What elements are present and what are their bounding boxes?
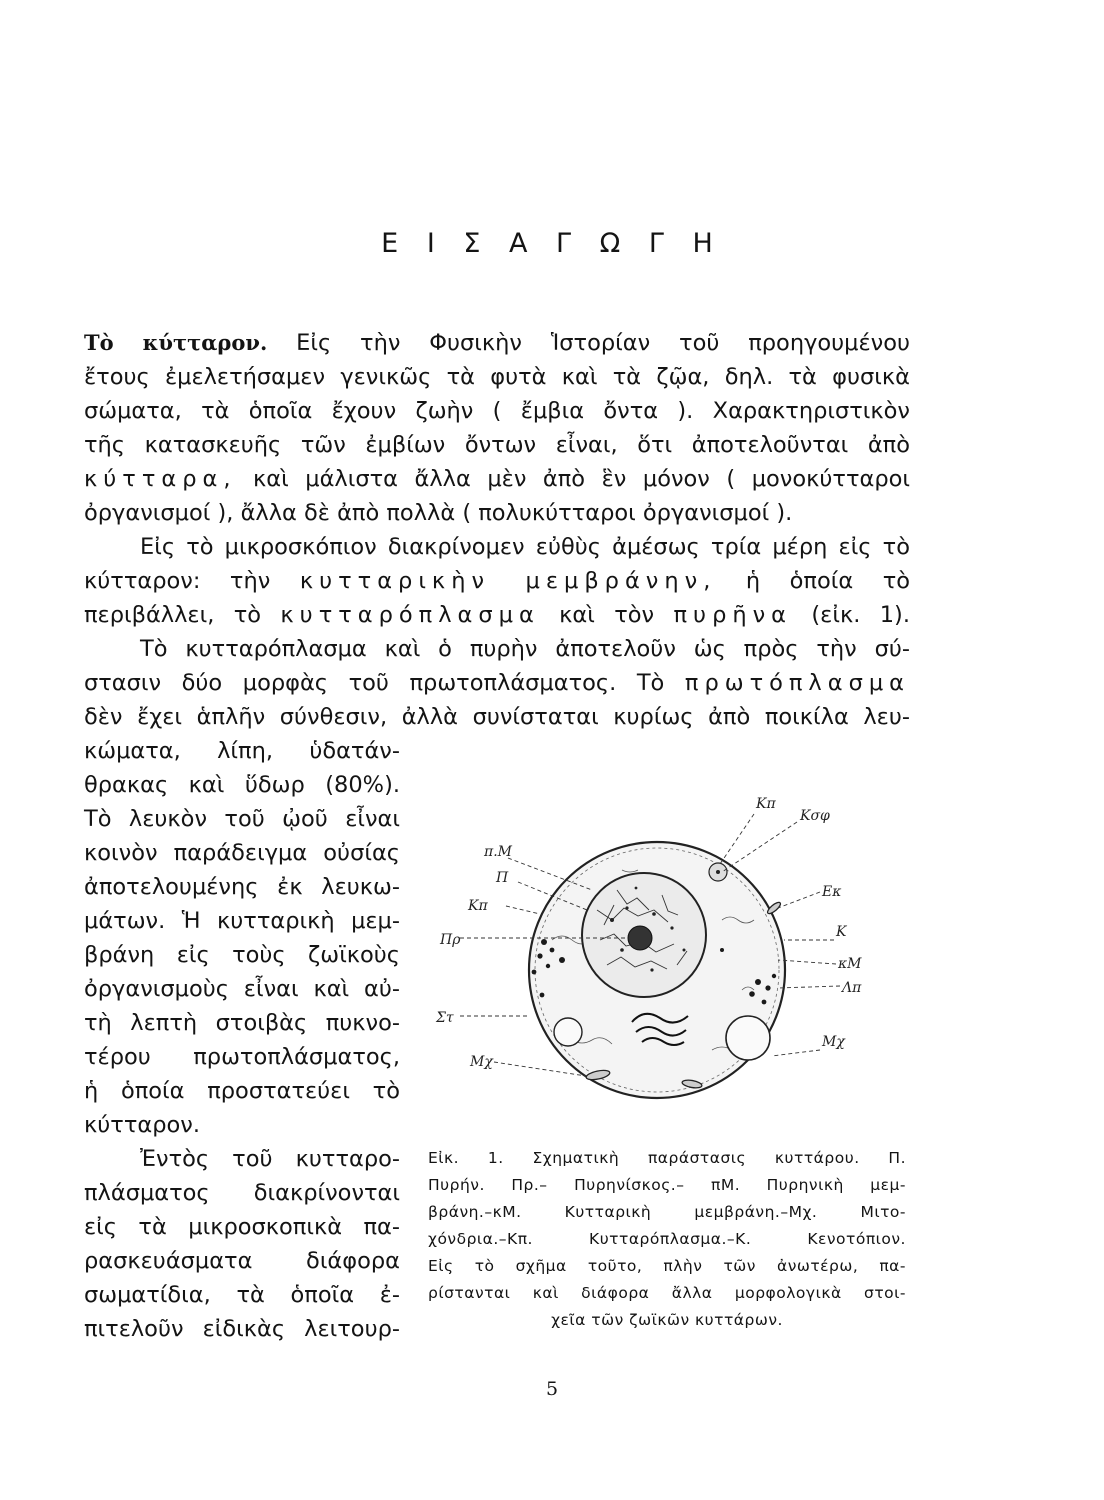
figure-caption-line: Εἰς τὸ σχῆμα τοῦτο, πλὴν τῶν ἀνωτέρω, πα-: [428, 1257, 906, 1275]
text-span: καὶ τὸν: [559, 602, 655, 628]
column-line: Ἐντὸς τοῦ κυτταρο-: [140, 1146, 400, 1172]
figure-caption-line: χεῖα τῶν ζωϊκῶν κυττάρων.: [551, 1311, 783, 1329]
spaced-term-cytoplasm: κυτταρόπλασμα: [280, 602, 540, 628]
figure-caption-line: ρίστανται καὶ διάφορα ἄλλα μορφολογικὰ στοι-: [428, 1284, 906, 1302]
text-span: (εἰκ. 1).: [811, 602, 910, 628]
text-line-5: [84, 464, 910, 494]
text-line-6: ὀργανισμοί ), ἄλλα δὲ ἀπὸ πολλὰ ( πολυκύτταροι ὀργανισμοί ).: [84, 500, 793, 526]
figure-caption-line: Πυρήν. Πρ.– Πυρηνίσκος.– πΜ. Πυρηνικὴ μεμ-: [428, 1176, 906, 1194]
spaced-term-protoplasm: πρωτόπλασμα: [684, 670, 910, 696]
text-line-2: ἔτους ἐμελετήσαμεν γενικῶς τὰ φυτὰ καὶ τὰ ζῷα, δηλ. τὰ φυσικὰ: [84, 364, 910, 390]
label-centrosphere: Κσφ: [800, 808, 830, 824]
column-line: ἀποτελουμένης ἐκ λευκω-: [84, 874, 400, 900]
column-line: βράνη εἰς τοὺς ζωϊκοὺς: [84, 942, 400, 968]
text-line-11: [84, 668, 910, 698]
column-line: θρακας καὶ ὕδωρ (80%).: [84, 772, 400, 798]
page-number: 5: [545, 1378, 559, 1400]
text-line-7: Εἰς τὸ μικροσκόπιον διακρίνομεν εὐθὺς ἀμέσως τρία μέρη εἰς τὸ: [140, 534, 910, 560]
section-lead: Τὸ κύτταρον.: [84, 330, 268, 355]
label-nucleus: Π: [496, 870, 509, 886]
figure-caption-line: χόνδρια.–Κπ. Κυτταρόπλασμα.–Κ. Κενοτόπιον.: [428, 1230, 906, 1248]
page-heading: Ε Ι Σ Α Γ Ω Γ Η: [381, 228, 723, 259]
label-mitochondria-left: Μχ: [470, 1054, 493, 1070]
column-line: κοινὸν παράδειγμα οὐσίας: [84, 840, 400, 866]
column-line: κύτταρον.: [84, 1112, 200, 1138]
label-cytoplasm: Κπ: [468, 898, 488, 914]
column-line: πλάσματος διακρίνονται: [84, 1180, 400, 1206]
spaced-term-nucleus: πυρῆνα: [673, 602, 793, 628]
text-span: περιβάλλει, τὸ: [84, 602, 262, 628]
spaced-term-cells: κύτταρα,: [84, 466, 237, 492]
figure-caption-line: βράνη.–κΜ. Κυτταρικὴ μεμβράνη.–Μχ. Μιτο-: [428, 1203, 906, 1221]
figure-caption-line: Εἰκ. 1. Σχηματικὴ παράστασις κυττάρου. Π.: [428, 1149, 906, 1167]
text-span: στασιν δύο μορφὰς τοῦ πρωτοπλάσματος. Τὸ: [84, 670, 665, 696]
cell-diagram-svg: [422, 790, 892, 1140]
text-line-12: δὲν ἔχει ἁπλῆν σύνθεσιν, ἀλλὰ συνίσταται κυρίως ἀπὸ ποικίλα λευ-: [84, 704, 910, 730]
label-lp: Λπ: [842, 980, 862, 996]
text-line-10: Τὸ κυτταρόπλασμα καὶ ὁ πυρὴν ἀποτελοῦν ὡς πρὸς τὴν σύ-: [140, 636, 910, 662]
column-line: εἰς τὰ μικροσκοπικὰ πα-: [84, 1214, 400, 1240]
text-line-9: [84, 600, 910, 630]
label-vacuole: Κ: [836, 924, 847, 940]
text-span: Εἰς τὴν Φυσικὴν Ἱστορίαν τοῦ προηγουμένου: [296, 330, 911, 356]
vacuole-small: [554, 1018, 582, 1046]
column-line: τέρου πρωτοπλάσματος,: [84, 1044, 400, 1070]
text-line-4: τῆς κατασκευῆς τῶν ἐμβίων ὄντων εἶναι, ὅτι ἀποτελοῦνται ἀπὸ: [84, 432, 910, 458]
text-span: καὶ μάλιστα ἄλλα μὲν ἀπὸ ἓν μόνον ( μονοκύτταροι: [253, 466, 910, 492]
label-st: Στ: [436, 1010, 454, 1026]
column-line: ρασκευάσματα διάφορα: [84, 1248, 400, 1274]
column-line: Τὸ λευκὸν τοῦ ᾠοῦ εἶναι: [84, 806, 400, 832]
column-line: ἡ ὁποία προστατεύει τὸ: [84, 1078, 400, 1104]
spaced-term-membrane: κυτταρικὴν μεμβράνην,: [299, 568, 717, 594]
cell-diagram: [422, 790, 892, 1140]
column-line: κώματα, λίπη, ὑδατάν-: [84, 738, 400, 764]
text-span: ἡ ὁποία τὸ: [745, 568, 911, 594]
column-line: πιτελοῦν εἰδικὰς λειτουρ-: [84, 1316, 400, 1342]
text-line-3: σώματα, τὰ ὁποῖα ἔχουν ζωὴν ( ἔμβια ὄντα ). Χαρακτηριστικὸν: [84, 398, 910, 424]
centrosome-center: [716, 870, 720, 874]
label-ek: Εκ: [822, 884, 842, 900]
text-span: κύτταρον: τὴν: [84, 568, 271, 594]
label-cell-membrane: κΜ: [838, 956, 862, 972]
column-line: μάτων. Ἡ κυτταρικὴ μεμ-: [84, 908, 400, 934]
text-line-1: [84, 328, 910, 358]
column-line: τὴ λεπτὴ στοιβὰς πυκνο-: [84, 1010, 400, 1036]
text-line-8: [84, 566, 910, 596]
label-nuclear-membrane: π.Μ: [484, 844, 512, 860]
label-cytoplasm-top: Κπ: [756, 796, 776, 812]
vacuole: [726, 1016, 770, 1060]
column-line: σωματίδια, τὰ ὁποῖα ἐ-: [84, 1282, 400, 1308]
nucleolus: [628, 926, 652, 950]
label-nucleolus: Πρ: [440, 932, 461, 948]
label-mitochondria-right: Μχ: [822, 1034, 845, 1050]
column-line: ὀργανισμοὺς εἶναι καὶ αὐ-: [84, 976, 400, 1002]
